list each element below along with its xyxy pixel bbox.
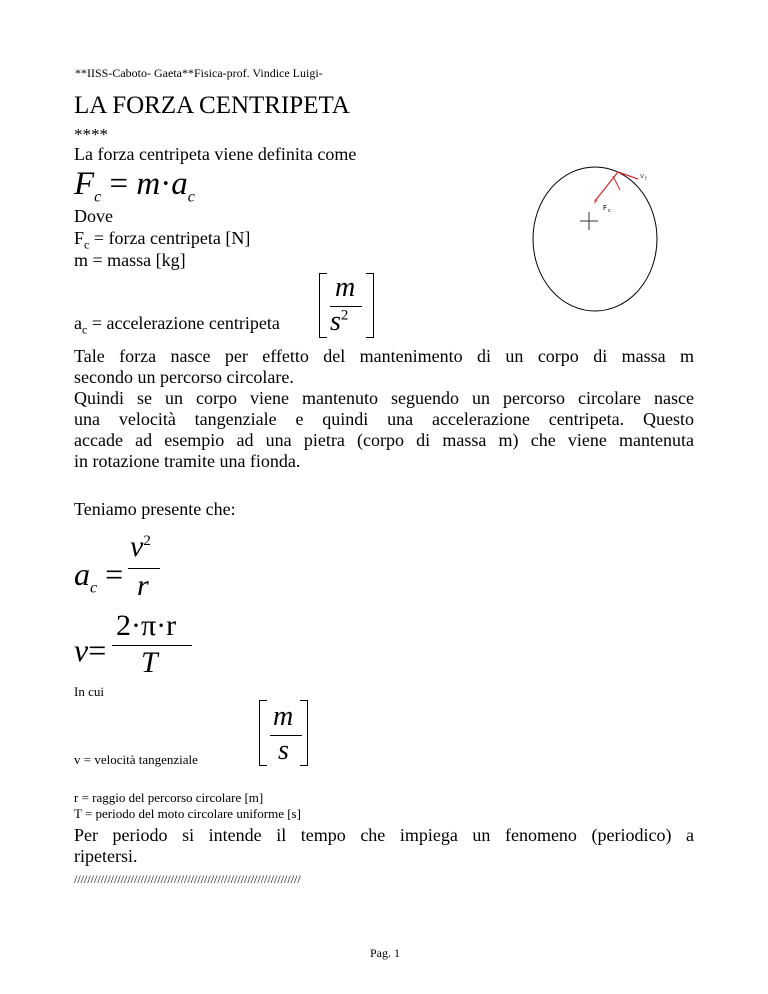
definition-fc: $F_c$ = forza centripeta [N] — [74, 228, 251, 252]
unit-v-bracket-right — [300, 700, 308, 766]
formula-ac-denominator: r — [137, 569, 149, 602]
page-title: LA FORZA CENTRIPETA — [74, 92, 350, 119]
formula-v-numerator: 2·π·r — [116, 609, 177, 642]
diagram-label-fc-sub: c — [608, 208, 611, 214]
formula-centripetal-force: $F_c = m\cdot a_c$ — [74, 166, 195, 206]
paragraph-example: Quindi se un corpo viene mantenuto seguendo un percorso circolare nasce una velocità tangenziale e quindi una accelerazione centripeta. Questo accade ad esempio ad una pietra (corpo di massa m) che viene mantenuta in rotazione tramite una fionda. — [74, 388, 694, 471]
definition-v: v = velocità tangenziale — [74, 752, 198, 767]
diagram-label-fc: F — [603, 204, 608, 212]
intro-text: La forza centripeta viene definita come — [74, 144, 357, 164]
page-number: Pag. 1 — [370, 946, 400, 960]
definition-ac: $a_c$ = accelerazione centripeta — [74, 313, 280, 337]
dove-label: Dove — [74, 206, 113, 226]
unit-bracket-left — [319, 273, 327, 338]
paragraph-origin: Tale forza nasce per effetto del mantenimento di un corpo di massa m secondo un percorso circolare. — [74, 346, 694, 387]
title-separator: **** — [74, 125, 108, 144]
formula-ac-lhs: $a_c$ = — [74, 556, 124, 597]
formula-v-lhs: v= — [74, 632, 107, 668]
teniamo-text: Teniamo presente che: — [74, 499, 236, 519]
unit-ac-numerator: m — [335, 272, 356, 303]
in-cui-label: In cui — [74, 684, 104, 699]
definition-T: T = periodo del moto circolare uniforme [s] — [74, 806, 301, 821]
unit-bracket-right — [366, 273, 374, 338]
page-header: **IISS-Caboto- Gaeta**Fisica-prof. Vindice Luigi- — [75, 66, 323, 80]
unit-v-numerator: m — [273, 701, 294, 732]
definition-r: r = raggio del percorso circolare [m] — [74, 790, 264, 805]
formula-ac-numerator: $v^2$ — [130, 530, 151, 563]
definition-m: m = massa [kg] — [74, 250, 186, 270]
diagram-label-vt: v — [640, 172, 645, 180]
diagram-label-vt-sub: t — [645, 176, 647, 182]
circular-motion-diagram — [528, 160, 668, 320]
diagram-label-p: P — [594, 199, 598, 206]
formula-v-denominator: T — [141, 646, 158, 679]
unit-v-denominator: s — [278, 735, 289, 766]
unit-ac-denominator: $s^2$ — [330, 306, 349, 337]
end-separator: //////////////////////////////////////////////////////////////////// — [74, 872, 301, 886]
unit-v-bracket-left — [259, 700, 267, 766]
paragraph-period: Per periodo si intende il tempo che impiega un fenomeno (periodico) a ripetersi. — [74, 825, 694, 866]
